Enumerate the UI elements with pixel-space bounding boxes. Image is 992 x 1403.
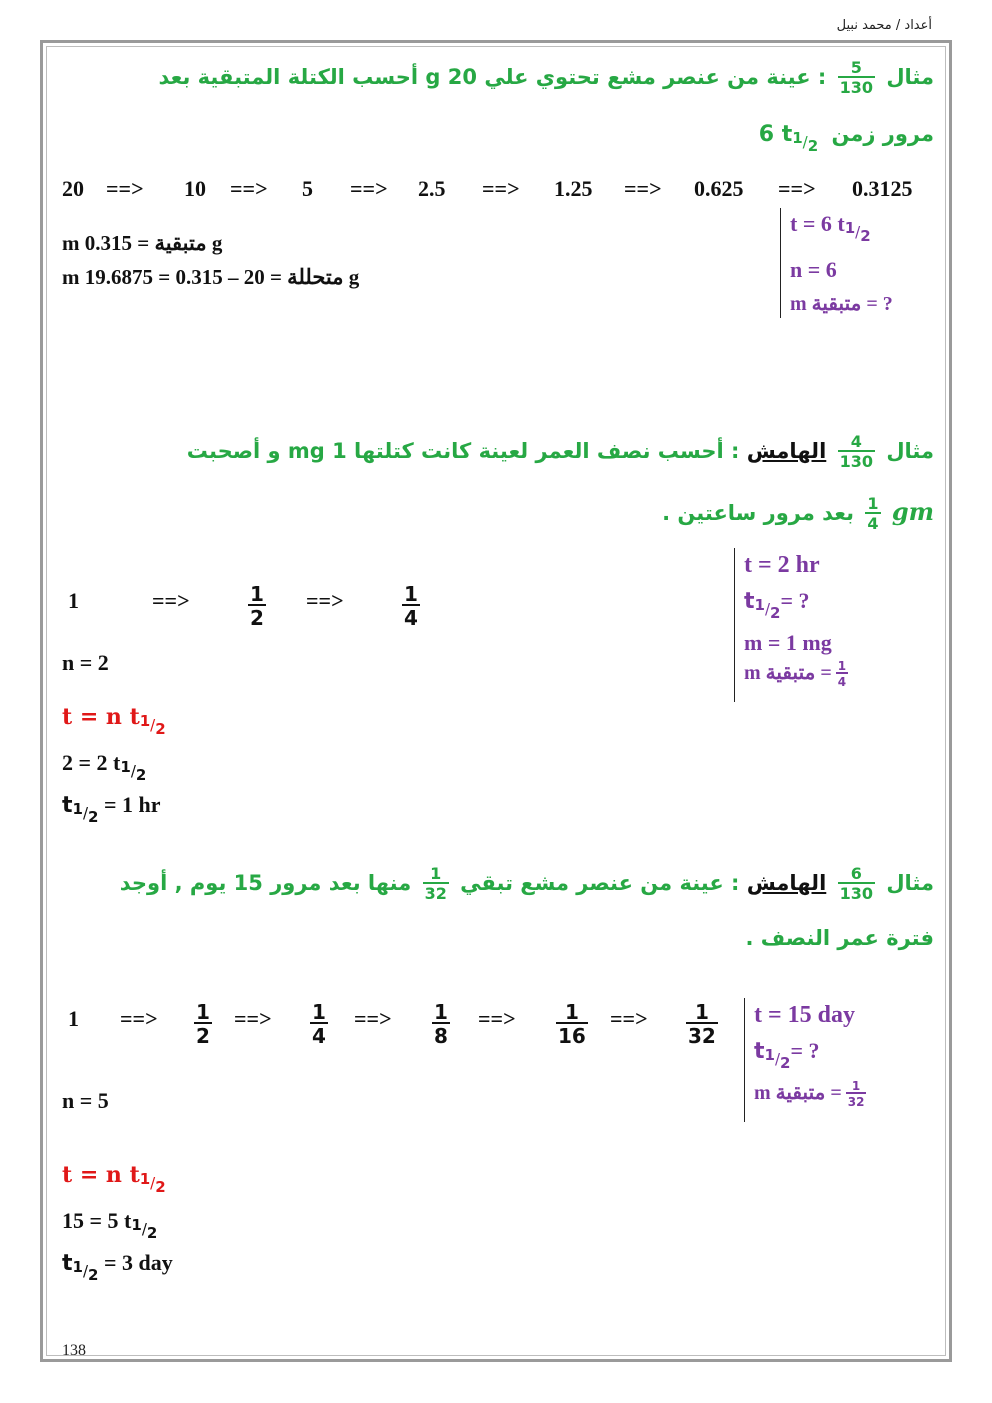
chain-value: 20 [62, 176, 84, 201]
example2-n-value: n = 2 [62, 650, 109, 675]
chain-value: 5 [302, 176, 313, 201]
author-header: أعداد / محمد نبيل [836, 18, 932, 33]
example2-formula: t = n t1/2 [62, 704, 166, 738]
example3-chain-arrow: ==> [478, 1006, 516, 1031]
example2-gm-fraction: $\frac{1}{4}$ [867, 494, 879, 533]
example3-chain-fraction: $\frac{1}{4}$ [312, 1000, 326, 1048]
example3-chain-arrow: ==> [120, 1006, 158, 1031]
example2-gm-unit: gm [891, 497, 934, 526]
example1-text-line1: : عينة من عنصر مشع تحتوي علي 20 g أحسب الكتلة المتبقية بعد [158, 65, 827, 89]
example2-title [54, 434, 934, 470]
example3-title [54, 866, 934, 902]
example2-chain-start: 1 [68, 588, 79, 613]
example3-title-line2: فترة عمر النصف . [745, 926, 934, 950]
example2-chain-arrow: ==> [306, 588, 344, 613]
example1-label: مثال [886, 65, 934, 89]
chain-arrow: ==> [778, 176, 816, 201]
example3-chain-fraction: $\frac{1}{8}$ [434, 1000, 448, 1048]
example3-step1: 15 = 5 t1/2 [62, 1208, 158, 1242]
example2-chain-arrow: ==> [152, 588, 190, 613]
example1-given-t: t = 6 t1/2 [790, 211, 871, 245]
page-number: 138 [62, 1342, 86, 1359]
example2-given-t: t = 2 hr [744, 552, 820, 578]
example1-decayed: m متحللة = 20 – 0.315 = 19.6875 g [62, 265, 360, 289]
chain-arrow: ==> [230, 176, 268, 201]
example1-given-n: n = 6 [790, 257, 837, 282]
example2-label: مثال [886, 439, 934, 463]
example1-remaining: m متبقية = 0.315 g [62, 231, 223, 255]
example1-title-line2 [54, 122, 934, 155]
example2-given-m: m = 1 mg [744, 630, 832, 655]
example2-given-m-remaining: m متبقية = $\frac{1}{4}$ [744, 659, 847, 690]
example1-chain [0, 176, 992, 206]
example3-margin-word: الهامش [746, 871, 827, 895]
chain-arrow: ==> [624, 176, 662, 201]
example1-given-divider [780, 208, 781, 318]
example3-chain-fraction: $\frac{1}{16}$ [558, 1000, 586, 1048]
example1-given-m: m متبقية = ? [790, 293, 893, 315]
chain-arrow: ==> [482, 176, 520, 201]
example3-given-m-remaining: m متبقية = $\frac{1}{32}$ [754, 1079, 865, 1110]
chain-value: 2.5 [418, 176, 446, 201]
example3-chain-arrow: ==> [610, 1006, 648, 1031]
example3-given-half: $t1_{/2}=$ ? [754, 1038, 820, 1072]
example3-text-a: : عينة من عنصر مشع تبقي [460, 871, 740, 895]
example2-title-line2 [54, 496, 934, 532]
example2-margin-word: الهامش [746, 439, 827, 463]
chain-value: 1.25 [554, 176, 593, 201]
example3-chain-start: 1 [68, 1006, 79, 1031]
example3-label: مثال [886, 871, 934, 895]
example2-step2: $t1_{/2} = 1$ hr [62, 792, 161, 826]
chain-arrow: ==> [106, 176, 144, 201]
example3-chain-arrow: ==> [354, 1006, 392, 1031]
example3-chain-fraction: $\frac{1}{32}$ [688, 1000, 716, 1048]
example2-text-line2: بعد مرور ساعتين . [662, 501, 855, 525]
example1-text-line2: مرور زمن [831, 122, 934, 146]
example3-given-divider [744, 998, 745, 1122]
example1-title [54, 60, 934, 96]
example3-text-b: منها بعد مرور 15 يوم , أوجد [119, 871, 412, 895]
example2-chain-fraction: $\frac{1}{2}$ [250, 582, 264, 630]
example3-page-fraction: $\frac{6}{130}$ [839, 864, 873, 903]
example3-chain-fraction: $\frac{1}{2}$ [196, 1000, 210, 1048]
example1-time: 6 $t1_{/2}$ [758, 122, 819, 155]
chain-value: 0.3125 [852, 176, 913, 201]
example3-step2: $t1_{/2} = 3$ day [62, 1250, 173, 1284]
example2-text-line1: : أحسب نصف العمر لعينة كانت كتلتها 1 mg و أصحبت [186, 439, 740, 463]
example3-formula: t = n t1/2 [62, 1162, 166, 1196]
example3-n-value: n = 5 [62, 1088, 109, 1113]
example1-page-fraction: $\frac{5}{130}$ [839, 58, 873, 97]
example3-remaining-fraction: $\frac{1}{32}$ [424, 864, 447, 903]
example3-given-t: t = 15 day [754, 1002, 856, 1028]
example2-chain-fraction: $\frac{1}{4}$ [404, 582, 418, 630]
example2-given-half: $t1_{/2}=$ ? [744, 588, 810, 622]
example2-step1: 2 = 2 t1/2 [62, 750, 147, 784]
chain-arrow: ==> [350, 176, 388, 201]
example3-chain-arrow: ==> [234, 1006, 272, 1031]
chain-value: 10 [184, 176, 206, 201]
example2-page-fraction: $\frac{4}{130}$ [839, 432, 873, 471]
example2-given-divider [734, 548, 735, 702]
chain-value: 0.625 [694, 176, 744, 201]
